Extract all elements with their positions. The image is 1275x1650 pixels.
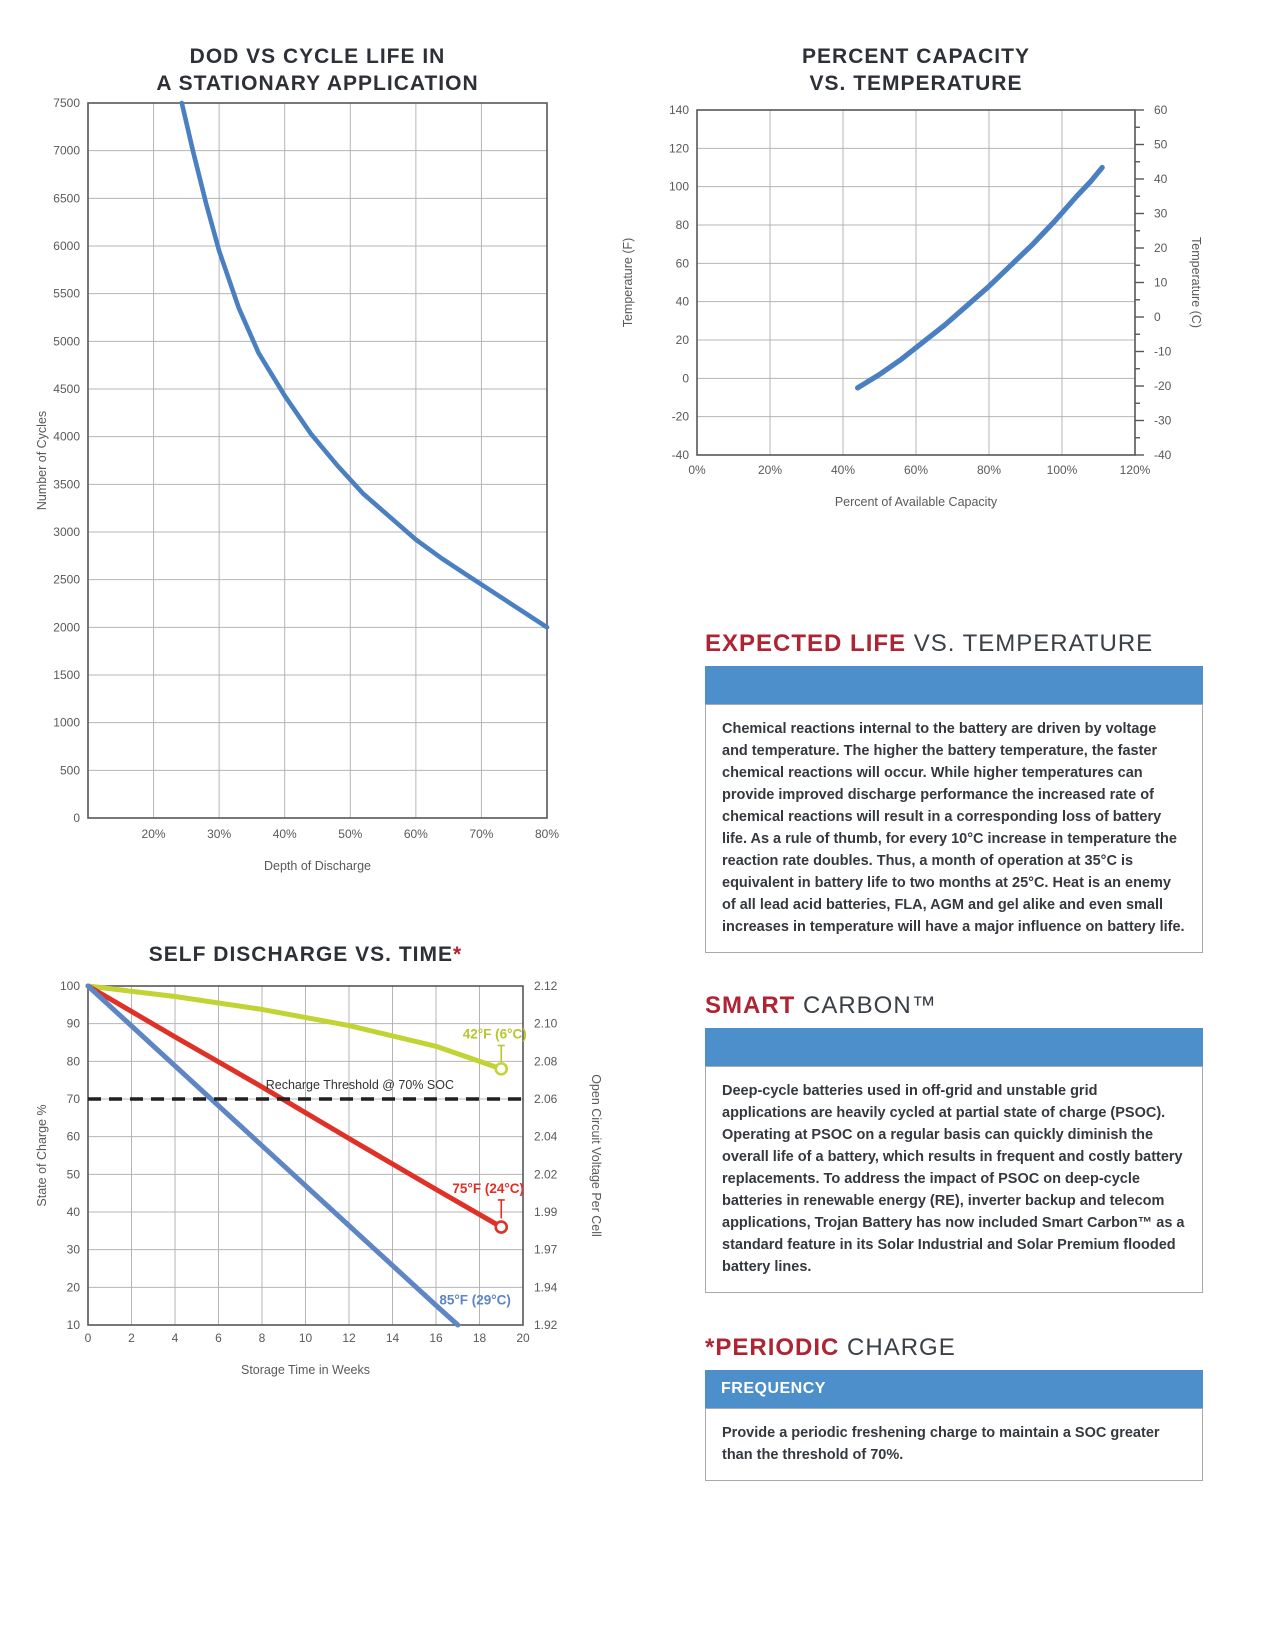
svg-text:20: 20	[516, 1331, 530, 1345]
svg-text:2000: 2000	[53, 620, 80, 635]
expected-life-body-text: Chemical reactions internal to the battery are driven by voltage and temperature. The higher the battery temperature, the faster chemical reactions will occur. While higher temperatures can provide improved discharge performance the increased rate of chemical reactions will result in a corresponding loss of battery life. As a rule of thumb, for every 10°C increase in temperature the reaction rate doubles. Thus, a month of operation at 35°C is equivalent in battery life to two months at 25°C. Heat is an enemy of all lead acid batteries, FLA, AGM and gel alike and even small increases in temperature will have a major influence on battery life.	[722, 721, 1185, 935]
svg-text:10: 10	[298, 1331, 313, 1345]
svg-text:2: 2	[128, 1331, 135, 1345]
svg-text:Percent of Available Capacity: Percent of Available Capacity	[834, 495, 998, 509]
svg-text:State of Charge %: State of Charge %	[35, 1104, 49, 1207]
svg-text:60: 60	[66, 1129, 80, 1144]
svg-text:-40: -40	[1154, 448, 1172, 462]
smart-carbon-body-box	[705, 1066, 1203, 1293]
smart-carbon-body-text: Deep-cycle batteries used in off-grid and unstable grid applications are heavily cycled at partial state of charge (PSOC). Operating at PSOC on a regular basis can quickly diminish the overall life of a battery, which results in frequent and costly battery replacements. To address the impact of PSOC on deep-cycle batteries in renewable energy (RE), inverter backup and telecom applications, Trojan Battery has now included Smart Carbon™ as a standard feature in its Solar Industrial and Solar Premium flooded battery lines.	[722, 1083, 1185, 1275]
smart-carbon-header-bar	[705, 1028, 1203, 1066]
periodic-charge-section	[705, 1334, 1203, 1481]
svg-text:60%: 60%	[903, 463, 929, 477]
svg-text:3000: 3000	[53, 525, 80, 539]
svg-text:50: 50	[66, 1167, 80, 1182]
svg-text:70: 70	[66, 1092, 80, 1106]
dod-vs-cycle-life-chart	[30, 40, 605, 885]
svg-text:85°F (29°C): 85°F (29°C)	[439, 1292, 511, 1308]
svg-text:40: 40	[675, 294, 689, 309]
periodic-charge-header-accent: *PERIODIC	[705, 1334, 840, 1361]
svg-text:40: 40	[1154, 172, 1168, 186]
svg-text:80%: 80%	[534, 827, 560, 841]
self-discharge-vs-time-chart	[30, 940, 655, 1390]
svg-text:30: 30	[66, 1242, 80, 1257]
svg-text:1.94: 1.94	[534, 1280, 558, 1295]
svg-text:2.10: 2.10	[534, 1016, 558, 1031]
cycle-life-curve	[182, 103, 547, 627]
svg-text:2.08: 2.08	[534, 1054, 558, 1069]
chart-title-text: SELF DISCHARGE VS. TIME	[148, 943, 453, 966]
svg-text:120: 120	[668, 141, 689, 156]
discharge-42F-end-marker	[496, 1063, 507, 1074]
svg-text:0: 0	[84, 1331, 92, 1345]
svg-text:50: 50	[1154, 137, 1168, 152]
svg-text:0: 0	[73, 811, 80, 825]
svg-text:-40: -40	[671, 448, 689, 462]
periodic-charge-header-bar	[705, 1370, 1203, 1408]
svg-text:2.06: 2.06	[534, 1092, 558, 1106]
svg-text:4500: 4500	[53, 382, 80, 396]
svg-text:1000: 1000	[53, 715, 80, 730]
svg-text:20: 20	[1154, 241, 1168, 255]
svg-text:2.12: 2.12	[534, 979, 558, 993]
svg-text:30%: 30%	[207, 827, 232, 841]
svg-text:-20: -20	[671, 409, 689, 424]
smart-carbon-header-accent: SMART	[705, 992, 796, 1019]
svg-text:80%: 80%	[976, 463, 1002, 477]
svg-text:100%: 100%	[1046, 463, 1078, 477]
svg-text:5000: 5000	[53, 334, 80, 349]
svg-text:6000: 6000	[53, 239, 80, 253]
svg-text:40%: 40%	[272, 827, 297, 841]
svg-text:1.92: 1.92	[534, 1318, 558, 1332]
discharge-75F-end-marker	[496, 1222, 507, 1233]
periodic-charge-body-text: Provide a periodic freshening charge to maintain a SOC greater than the threshold of 70%.	[722, 1425, 1160, 1463]
svg-text:4000: 4000	[53, 429, 80, 444]
svg-text:Recharge Threshold @ 70% SOC: Recharge Threshold @ 70% SOC	[265, 1078, 454, 1093]
periodic-charge-header	[705, 1334, 1203, 1362]
smart-carbon-section	[705, 992, 1203, 1293]
svg-text:60: 60	[1154, 103, 1168, 117]
svg-text:140: 140	[668, 103, 689, 117]
svg-text:6: 6	[215, 1331, 222, 1345]
svg-text:-20: -20	[1154, 379, 1172, 393]
smart-carbon-header-rest: CARBON™	[795, 992, 937, 1019]
svg-text:2500: 2500	[53, 572, 80, 587]
svg-text:0: 0	[682, 371, 689, 386]
chart-title-line2: A STATIONARY APPLICATION	[156, 71, 479, 95]
chart-title-self-discharge	[88, 942, 523, 969]
expected-life-header-accent: EXPECTED LIFE	[705, 630, 907, 657]
smart-carbon-header	[705, 992, 1203, 1020]
svg-text:Temperature (F): Temperature (F)	[621, 237, 635, 328]
svg-text:5500: 5500	[53, 286, 80, 301]
svg-text:30: 30	[1154, 206, 1168, 221]
frequency-bar-label: FREQUENCY	[721, 1380, 826, 1397]
expected-life-header-bar	[705, 666, 1203, 704]
svg-text:2.02: 2.02	[534, 1167, 558, 1182]
svg-text:10: 10	[1154, 275, 1168, 290]
chart-title-dod-cycle-life	[88, 44, 547, 98]
svg-text:20: 20	[675, 333, 689, 347]
svg-text:2.04: 2.04	[534, 1129, 558, 1144]
svg-text:40%: 40%	[830, 463, 856, 477]
chart-title-percent-capacity	[697, 44, 1135, 98]
self-discharge-vs-time-plot	[30, 940, 655, 1390]
svg-text:50%: 50%	[338, 827, 363, 841]
svg-text:Number of Cycles: Number of Cycles	[35, 410, 49, 511]
svg-text:500: 500	[59, 763, 80, 778]
svg-text:1500: 1500	[53, 668, 80, 682]
svg-text:1.99: 1.99	[534, 1205, 558, 1219]
svg-text:7500: 7500	[53, 96, 80, 110]
svg-text:80: 80	[66, 1054, 80, 1069]
svg-text:100: 100	[668, 179, 689, 194]
svg-text:100: 100	[59, 979, 80, 993]
chart-title-asterisk: *	[453, 943, 463, 966]
svg-text:10: 10	[66, 1318, 80, 1332]
svg-text:3500: 3500	[53, 477, 80, 492]
svg-text:-10: -10	[1154, 344, 1172, 359]
dod-vs-cycle-life-plot	[30, 40, 605, 885]
chart-title-line1: PERCENT CAPACITY	[802, 45, 1030, 68]
svg-text:60: 60	[675, 256, 689, 271]
periodic-charge-header-rest: CHARGE	[839, 1334, 956, 1361]
svg-text:80: 80	[675, 218, 689, 232]
svg-text:14: 14	[385, 1331, 400, 1345]
svg-text:42°F (6°C): 42°F (6°C)	[462, 1026, 527, 1042]
svg-text:120%: 120%	[1119, 463, 1151, 477]
percent-capacity-vs-temperature-plot	[620, 40, 1275, 545]
discharge-75F	[88, 986, 501, 1227]
svg-text:20%: 20%	[141, 827, 166, 841]
svg-text:20%: 20%	[757, 463, 783, 477]
svg-text:Storage Time in Weeks: Storage Time in Weeks	[241, 1363, 370, 1377]
svg-text:0: 0	[1154, 310, 1161, 324]
svg-text:18: 18	[472, 1331, 487, 1345]
svg-text:8: 8	[258, 1331, 266, 1345]
expected-life-header	[705, 630, 1203, 658]
percent-capacity-vs-temperature-chart	[620, 40, 1275, 550]
svg-text:20: 20	[66, 1280, 80, 1295]
svg-text:Depth of Discharge: Depth of Discharge	[263, 859, 372, 873]
svg-text:70%: 70%	[469, 827, 494, 841]
svg-text:12: 12	[342, 1331, 356, 1345]
chart-title-line1: DOD VS CYCLE LIFE IN	[189, 45, 446, 68]
discharge-42F	[88, 986, 501, 1069]
svg-text:16: 16	[429, 1331, 443, 1345]
capacity-vs-temperature-curve	[858, 168, 1103, 388]
svg-text:7000: 7000	[53, 143, 80, 158]
svg-text:1.97: 1.97	[534, 1242, 558, 1257]
expected-life-section	[705, 630, 1203, 953]
svg-text:Temperature (C): Temperature (C)	[1189, 237, 1203, 328]
svg-text:60%: 60%	[403, 827, 428, 841]
chart-title-line2: VS. TEMPERATURE	[809, 71, 1023, 95]
svg-text:6500: 6500	[53, 191, 80, 206]
svg-text:90: 90	[66, 1016, 80, 1031]
svg-text:40: 40	[66, 1205, 80, 1219]
expected-life-body-box	[705, 704, 1203, 953]
svg-text:4: 4	[171, 1331, 179, 1345]
svg-text:75°F (24°C): 75°F (24°C)	[452, 1181, 524, 1197]
svg-text:Open Circuit Voltage Per Cell: Open Circuit Voltage Per Cell	[589, 1074, 603, 1237]
periodic-charge-body-box	[705, 1408, 1203, 1481]
expected-life-header-rest: VS. TEMPERATURE	[906, 630, 1154, 657]
svg-text:-30: -30	[1154, 413, 1172, 428]
svg-text:0%: 0%	[688, 463, 706, 477]
